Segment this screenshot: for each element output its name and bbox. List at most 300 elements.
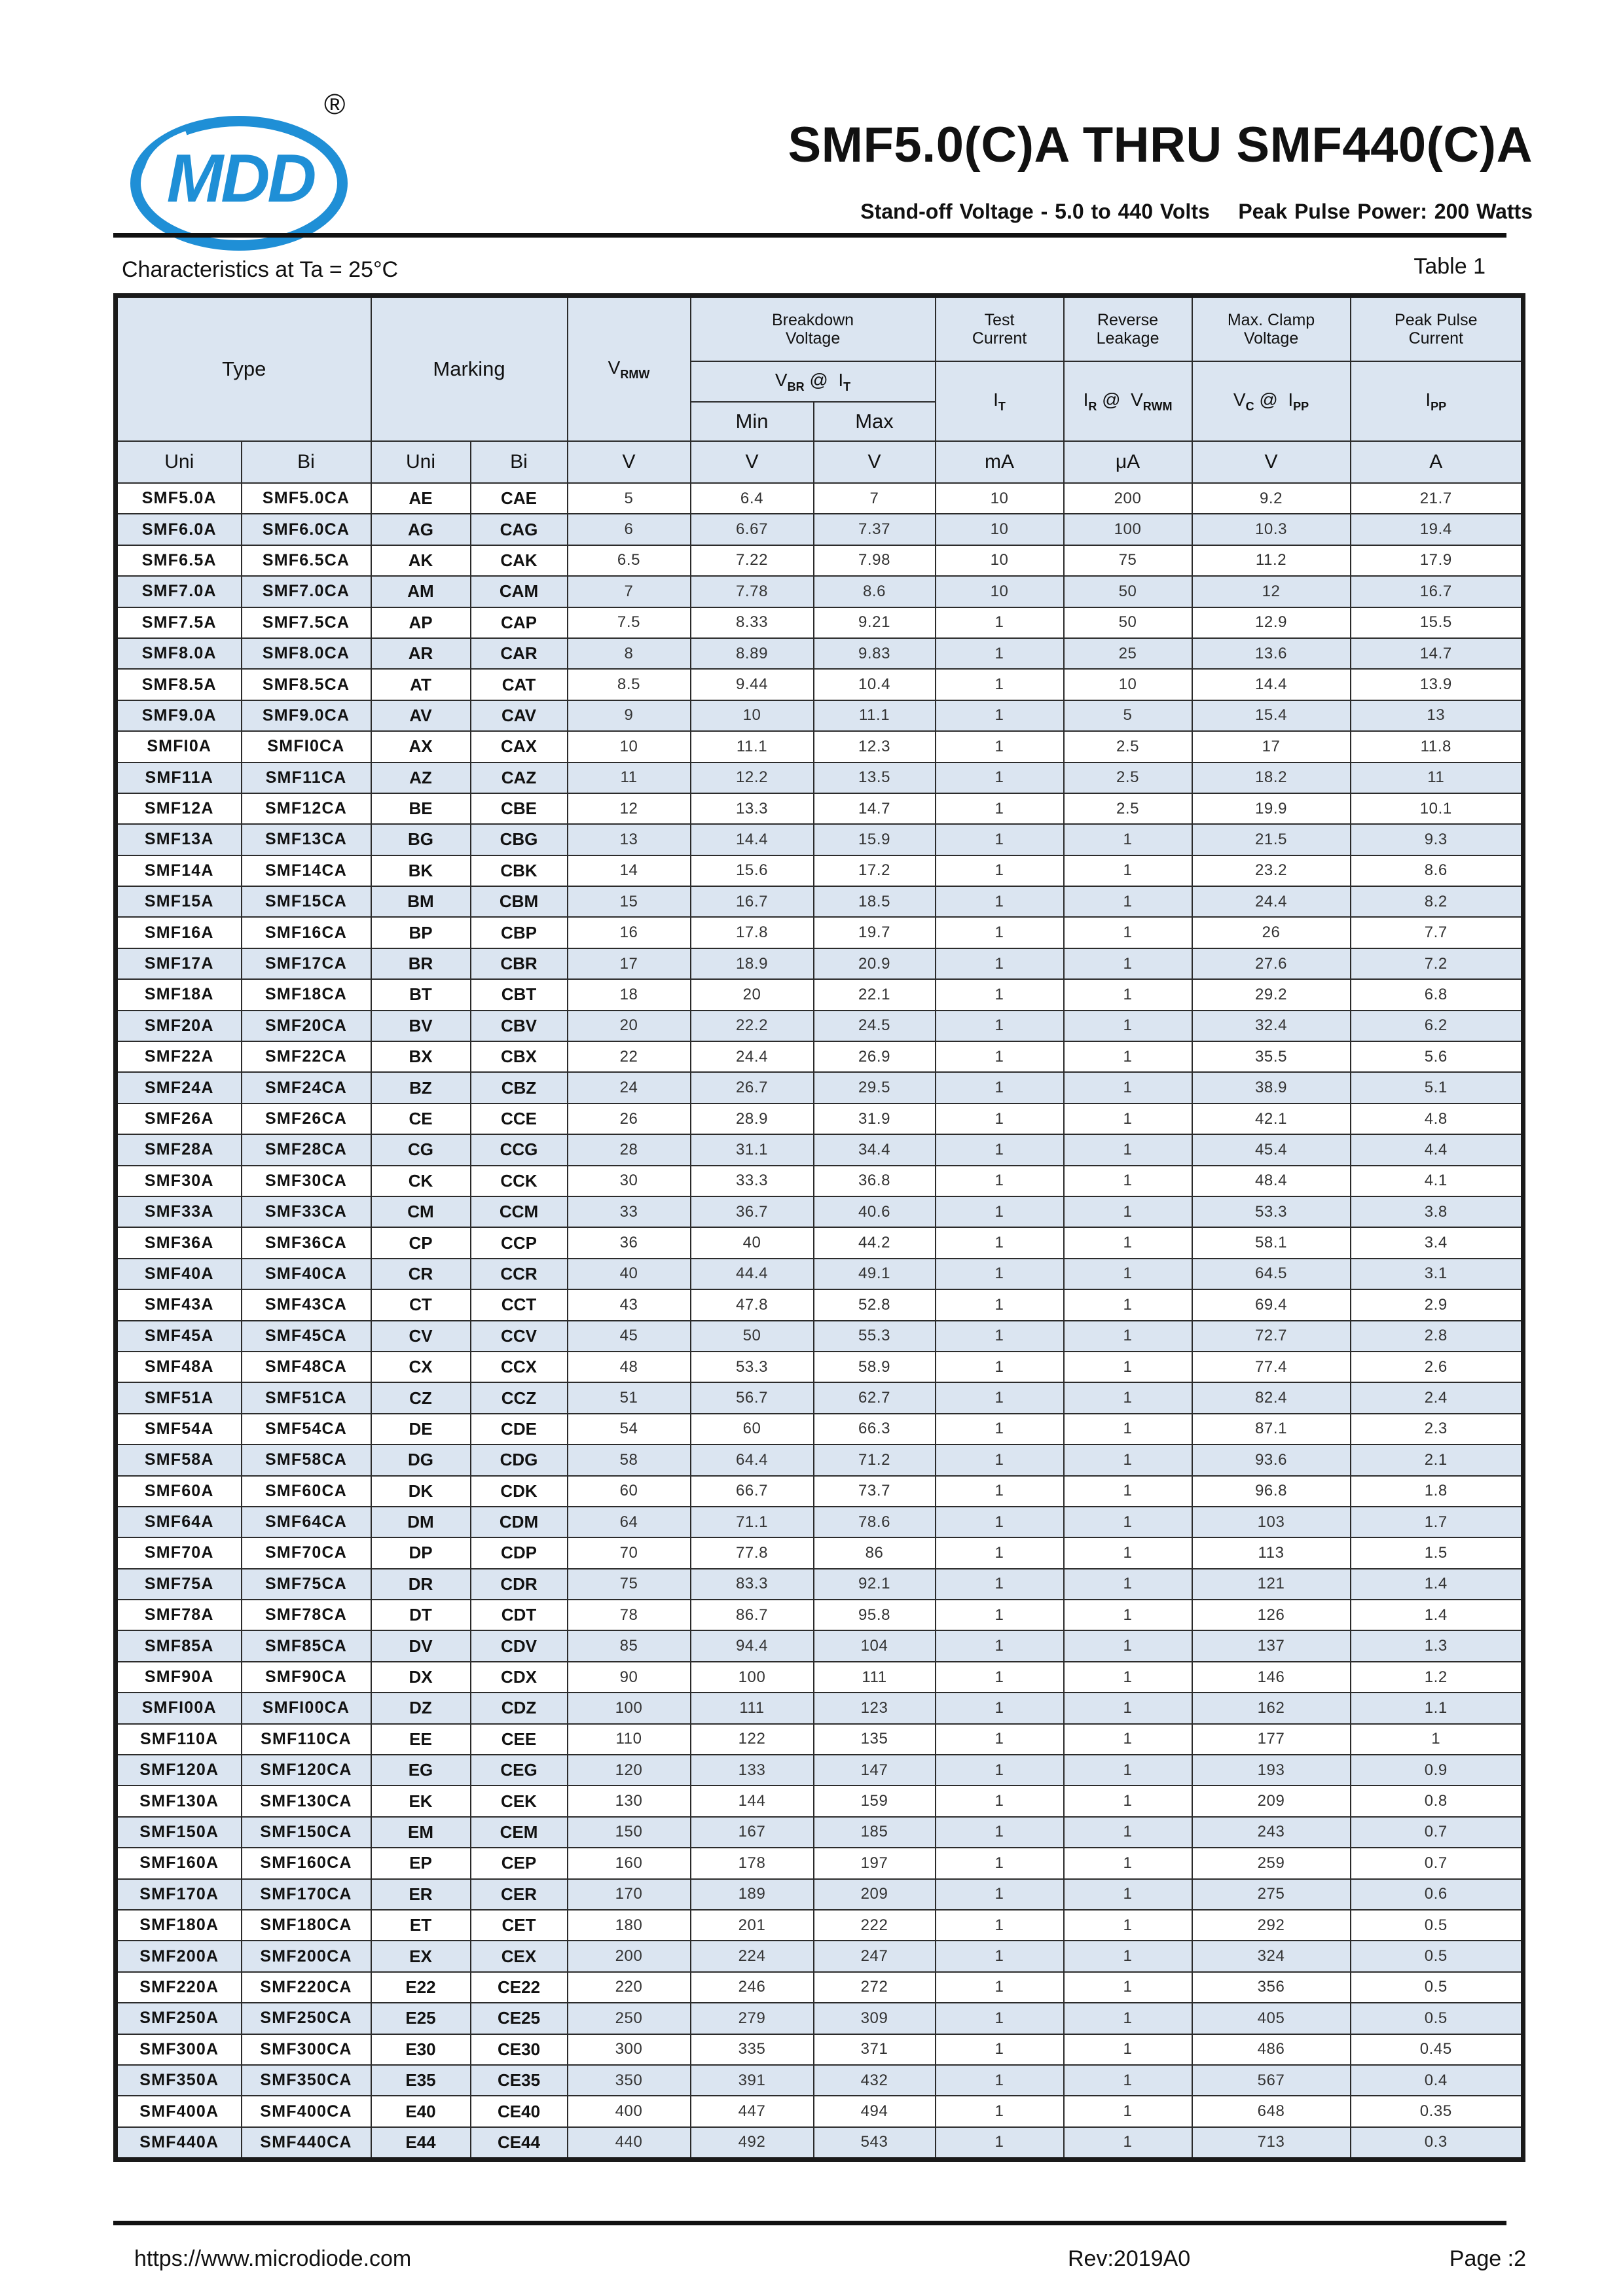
marking-bi: CCE (471, 1103, 568, 1134)
vbr-min: 279 (691, 2003, 814, 2034)
vrmw-value: 12 (568, 793, 691, 824)
vbr-max: 71.2 (814, 1444, 936, 1475)
marking-uni: CX (371, 1352, 471, 1382)
type-bi: SMF8.5CA (242, 669, 371, 700)
vc-value: 193 (1192, 1755, 1351, 1785)
marking-uni: CP (371, 1227, 471, 1258)
ipp-value: 17.9 (1351, 545, 1523, 576)
marking-uni: BM (371, 886, 471, 917)
ipp-value: 7.2 (1351, 948, 1523, 979)
type-uni: SMF7.5A (116, 607, 242, 638)
type-bi: SMF12CA (242, 793, 371, 824)
it-value: 1 (936, 1196, 1064, 1227)
marking-uni: AZ (371, 762, 471, 793)
marking-uni: EM (371, 1817, 471, 1848)
vc-value: 292 (1192, 1910, 1351, 1941)
ipp-value: 1.2 (1351, 1662, 1523, 1693)
type-uni: SMF40A (116, 1259, 242, 1289)
it-value: 1 (936, 1600, 1064, 1630)
ipp-value: 6.8 (1351, 979, 1523, 1010)
characteristics-table (113, 293, 1525, 2162)
marking-uni: CR (371, 1259, 471, 1289)
vbr-max: 104 (814, 1630, 936, 1661)
it-value: 1 (936, 1476, 1064, 1507)
ir-value: 2.5 (1064, 793, 1192, 824)
it-value: 1 (936, 1259, 1064, 1289)
ipp-value: 0.7 (1351, 1848, 1523, 1878)
ir-value: 1 (1064, 1507, 1192, 1537)
marking-uni: BV (371, 1011, 471, 1041)
vbr-max: 147 (814, 1755, 936, 1785)
type-header: Type (116, 296, 371, 442)
ir-value: 1 (1064, 1444, 1192, 1475)
marking-bi: CBX (471, 1041, 568, 1072)
vbr-min: 31.1 (691, 1134, 814, 1165)
vbr-min: 100 (691, 1662, 814, 1693)
table-row (116, 1569, 1523, 1600)
vbr-max: 247 (814, 1941, 936, 1971)
ir-value: 1 (1064, 824, 1192, 855)
vc-value: 14.4 (1192, 669, 1351, 700)
marking-uni: AV (371, 700, 471, 731)
it-value: 1 (936, 1910, 1064, 1941)
ir-value: 1 (1064, 1662, 1192, 1693)
type-bi: SMF220CA (242, 1972, 371, 2003)
ir-value: 1 (1064, 2127, 1192, 2160)
vbr-min: 133 (691, 1755, 814, 1785)
marking-bi: CDX (471, 1662, 568, 1693)
vc-at-ipp-header: $V_C$ @ $I_{PP}$ (1192, 361, 1351, 441)
it-value: 1 (936, 669, 1064, 700)
ir-at-vrwm-header: $I_R$ @ $V_{RWM}$ (1064, 361, 1192, 441)
vc-value: 567 (1192, 2065, 1351, 2096)
ipp-value: 7.7 (1351, 917, 1523, 948)
vrmw-value: 160 (568, 1848, 691, 1878)
ipp-value: 13 (1351, 700, 1523, 731)
page-title: SMF5.0(C)A THRU SMF440(C)A (788, 117, 1533, 173)
marking-bi: CCZ (471, 1382, 568, 1413)
vc-value: 146 (1192, 1662, 1351, 1693)
ir-value: 1 (1064, 1693, 1192, 1723)
marking-bi: CDP (471, 1537, 568, 1568)
vrmw-value: 36 (568, 1227, 691, 1258)
vrmw-value: 48 (568, 1352, 691, 1382)
type-bi: SMF33CA (242, 1196, 371, 1227)
type-bi: SMF58CA (242, 1444, 371, 1475)
vbr-max: 8.6 (814, 576, 936, 607)
marking-uni: AE (371, 483, 471, 514)
marking-uni: BP (371, 917, 471, 948)
type-bi: SMF43CA (242, 1289, 371, 1320)
vrmw-value: 40 (568, 1259, 691, 1289)
marking-bi: CET (471, 1910, 568, 1941)
vbr-max: 40.6 (814, 1196, 936, 1227)
vrmw-value: 90 (568, 1662, 691, 1693)
it-value: 1 (936, 917, 1064, 948)
it-value: 1 (936, 1785, 1064, 1816)
ir-value: 1 (1064, 1569, 1192, 1600)
it-value: 10 (936, 514, 1064, 545)
ipp-value: 19.4 (1351, 514, 1523, 545)
it-value: 10 (936, 545, 1064, 576)
type-uni: SMF8.5A (116, 669, 242, 700)
it-value: 1 (936, 1569, 1064, 1600)
vbr-min: 66.7 (691, 1476, 814, 1507)
type-bi: SMF400CA (242, 2096, 371, 2126)
vc-value: 713 (1192, 2127, 1351, 2160)
type-bi: SMFI0CA (242, 731, 371, 762)
unit-vrmw: V (568, 441, 691, 483)
table-row (116, 2065, 1523, 2096)
marking-bi: CDK (471, 1476, 568, 1507)
table-row (116, 731, 1523, 762)
marking-uni: E30 (371, 2034, 471, 2065)
it-value: 1 (936, 1444, 1064, 1475)
table-row (116, 638, 1523, 669)
vc-value: 113 (1192, 1537, 1351, 1568)
marking-bi: CBK (471, 855, 568, 886)
marking-uni: BZ (371, 1072, 471, 1103)
table-row (116, 2003, 1523, 2034)
table-row (116, 545, 1523, 576)
vbr-at-it-header: $V_{BR}$ @ $I_T$ (691, 361, 936, 402)
vrmw-value: 85 (568, 1630, 691, 1661)
type-uni: SMF11A (116, 762, 242, 793)
vrmw-value: 17 (568, 948, 691, 979)
type-bi: SMF110CA (242, 1724, 371, 1755)
vc-value: 58.1 (1192, 1227, 1351, 1258)
type-bi: SMF15CA (242, 886, 371, 917)
marking-bi: CEE (471, 1724, 568, 1755)
type-uni: SMF60A (116, 1476, 242, 1507)
marking-uni: DV (371, 1630, 471, 1661)
marking-uni: CE (371, 1103, 471, 1134)
vbr-min: 9.44 (691, 669, 814, 700)
marking-uni: DZ (371, 1693, 471, 1723)
vbr-max: 7.98 (814, 545, 936, 576)
vbr-min: 86.7 (691, 1600, 814, 1630)
ipp-value: 14.7 (1351, 638, 1523, 669)
table-row (116, 917, 1523, 948)
vrmw-value: 11 (568, 762, 691, 793)
vbr-min: 28.9 (691, 1103, 814, 1134)
marking-bi: CCX (471, 1352, 568, 1382)
vbr-min: 83.3 (691, 1569, 814, 1600)
marking-bi: CBZ (471, 1072, 568, 1103)
vc-value: 29.2 (1192, 979, 1351, 1010)
type-uni: SMF28A (116, 1134, 242, 1165)
it-value: 1 (936, 1507, 1064, 1537)
marking-uni: BK (371, 855, 471, 886)
vrmw-value: 110 (568, 1724, 691, 1755)
ir-value: 5 (1064, 700, 1192, 731)
it-value: 1 (936, 886, 1064, 917)
table-row (116, 1817, 1523, 1848)
vc-value: 35.5 (1192, 1041, 1351, 1072)
marking-bi: CAM (471, 576, 568, 607)
vc-value: 42.1 (1192, 1103, 1351, 1134)
ipp-value: 0.4 (1351, 2065, 1523, 2096)
ir-value: 1 (1064, 1848, 1192, 1878)
vbr-max: 78.6 (814, 1507, 936, 1537)
ir-value: 1 (1064, 1972, 1192, 2003)
type-uni: SMF18A (116, 979, 242, 1010)
marking-bi: CAR (471, 638, 568, 669)
breakdown-voltage-header: Breakdown Voltage (691, 296, 936, 362)
vrmw-value: 400 (568, 2096, 691, 2126)
type-uni: SMFI00A (116, 1693, 242, 1723)
ir-value: 1 (1064, 1785, 1192, 1816)
table-row (116, 2127, 1523, 2160)
ipp-header: $I_{PP}$ (1351, 361, 1523, 441)
vbr-max: 92.1 (814, 1569, 936, 1600)
vc-value: 48.4 (1192, 1166, 1351, 1196)
type-uni: SMF120A (116, 1755, 242, 1785)
type-uni: SMF78A (116, 1600, 242, 1630)
vc-value: 324 (1192, 1941, 1351, 1971)
vbr-min: 13.3 (691, 793, 814, 824)
type-bi: SMF350CA (242, 2065, 371, 2096)
vc-value: 275 (1192, 1879, 1351, 1910)
vbr-max: 66.3 (814, 1414, 936, 1444)
ir-value: 1 (1064, 1537, 1192, 1568)
vbr-min: 11.1 (691, 731, 814, 762)
ipp-value: 4.4 (1351, 1134, 1523, 1165)
type-bi: SMF24CA (242, 1072, 371, 1103)
vbr-max: 58.9 (814, 1352, 936, 1382)
ipp-value: 0.8 (1351, 1785, 1523, 1816)
vbr-min: 26.7 (691, 1072, 814, 1103)
vc-value: 96.8 (1192, 1476, 1351, 1507)
vbr-min: 94.4 (691, 1630, 814, 1661)
it-value: 1 (936, 1227, 1064, 1258)
table-row (116, 1196, 1523, 1227)
ir-value: 1 (1064, 1011, 1192, 1041)
type-uni: SMF440A (116, 2127, 242, 2160)
vbr-max: 9.83 (814, 638, 936, 669)
marking-uni: DT (371, 1600, 471, 1630)
ipp-value: 5.1 (1351, 1072, 1523, 1103)
marking-bi: CBV (471, 1011, 568, 1041)
marking-bi: CCM (471, 1196, 568, 1227)
vbr-max: 15.9 (814, 824, 936, 855)
vbr-min: 167 (691, 1817, 814, 1848)
marking-uni: EX (371, 1941, 471, 1971)
marking-uni: CG (371, 1134, 471, 1165)
vc-value: 243 (1192, 1817, 1351, 1848)
type-uni: SMF51A (116, 1382, 242, 1413)
vc-value: 18.2 (1192, 762, 1351, 793)
ipp-value: 1.3 (1351, 1630, 1523, 1661)
vbr-max: 9.21 (814, 607, 936, 638)
it-value: 1 (936, 2034, 1064, 2065)
type-bi: SMF78CA (242, 1600, 371, 1630)
table-row (116, 793, 1523, 824)
type-uni: SMF85A (116, 1630, 242, 1661)
vc-value: 356 (1192, 1972, 1351, 2003)
ir-value: 200 (1064, 483, 1192, 514)
vbr-max: 52.8 (814, 1289, 936, 1320)
vc-value: 77.4 (1192, 1352, 1351, 1382)
vbr-min: 6.4 (691, 483, 814, 514)
table-row (116, 824, 1523, 855)
vbr-min: 122 (691, 1724, 814, 1755)
ir-value: 1 (1064, 1630, 1192, 1661)
it-value: 1 (936, 1011, 1064, 1041)
vc-value: 19.9 (1192, 793, 1351, 824)
vc-value: 259 (1192, 1848, 1351, 1878)
vbr-max: 185 (814, 1817, 936, 1848)
vbr-min: 335 (691, 2034, 814, 2065)
marking-uni: E40 (371, 2096, 471, 2126)
vc-value: 486 (1192, 2034, 1351, 2065)
marking-uni: CK (371, 1166, 471, 1196)
ir-value: 1 (1064, 1724, 1192, 1755)
vrmw-value: 300 (568, 2034, 691, 2065)
ipp-value: 0.5 (1351, 1941, 1523, 1971)
ir-value: 1 (1064, 1227, 1192, 1258)
vc-value: 405 (1192, 2003, 1351, 2034)
vbr-max: 209 (814, 1879, 936, 1910)
vc-value: 17 (1192, 731, 1351, 762)
vrmw-value: 180 (568, 1910, 691, 1941)
marking-uni: EG (371, 1755, 471, 1785)
ipp-value: 2.8 (1351, 1321, 1523, 1352)
vbr-max: 95.8 (814, 1600, 936, 1630)
vbr-min: 15.6 (691, 855, 814, 886)
ir-value: 1 (1064, 2034, 1192, 2065)
it-value: 1 (936, 1817, 1064, 1848)
table-row (116, 1910, 1523, 1941)
table-row (116, 1166, 1523, 1196)
type-uni: SMF5.0A (116, 483, 242, 514)
vbr-min: 60 (691, 1414, 814, 1444)
marking-uni: CZ (371, 1382, 471, 1413)
type-uni: SMF130A (116, 1785, 242, 1816)
type-uni: SMF9.0A (116, 700, 242, 731)
type-uni: SMF13A (116, 824, 242, 855)
marking-bi: CEG (471, 1755, 568, 1785)
vbr-min: 64.4 (691, 1444, 814, 1475)
ir-value: 1 (1064, 2003, 1192, 2034)
type-uni: SMF14A (116, 855, 242, 886)
marking-uni: AM (371, 576, 471, 607)
vc-value: 26 (1192, 917, 1351, 948)
vbr-max: 371 (814, 2034, 936, 2065)
it-value: 1 (936, 1352, 1064, 1382)
vrmw-value: 20 (568, 1011, 691, 1041)
table-row (116, 1755, 1523, 1785)
it-value: 1 (936, 2096, 1064, 2126)
marking-bi: CEX (471, 1941, 568, 1971)
type-uni: SMF43A (116, 1289, 242, 1320)
table-row (116, 1382, 1523, 1413)
vrmw-value: 130 (568, 1785, 691, 1816)
ipp-value: 4.8 (1351, 1103, 1523, 1134)
vc-value: 121 (1192, 1569, 1351, 1600)
ir-value: 1 (1064, 1352, 1192, 1382)
it-value: 1 (936, 1879, 1064, 1910)
it-value: 1 (936, 1941, 1064, 1971)
ipp-value: 6.2 (1351, 1011, 1523, 1041)
ipp-value: 1 (1351, 1724, 1523, 1755)
type-uni: SMF300A (116, 2034, 242, 2065)
it-value: 1 (936, 731, 1064, 762)
marking-bi: CDT (471, 1600, 568, 1630)
table-row (116, 1476, 1523, 1507)
type-uni: SMF36A (116, 1227, 242, 1258)
vbr-min: 17.8 (691, 917, 814, 948)
marking-uni: AK (371, 545, 471, 576)
type-bi: SMF8.0CA (242, 638, 371, 669)
marking-bi: CE25 (471, 2003, 568, 2034)
table-row (116, 886, 1523, 917)
vbr-min: 7.22 (691, 545, 814, 576)
ir-value: 1 (1064, 1103, 1192, 1134)
vbr-min: 20 (691, 979, 814, 1010)
type-uni: SMF220A (116, 1972, 242, 2003)
vrmw-value: 18 (568, 979, 691, 1010)
vbr-min: 71.1 (691, 1507, 814, 1537)
vbr-max: 73.7 (814, 1476, 936, 1507)
vrmw-value: 170 (568, 1879, 691, 1910)
type-uni: SMF350A (116, 2065, 242, 2096)
type-bi: SMF130CA (242, 1785, 371, 1816)
it-value: 1 (936, 793, 1064, 824)
vrmw-value: 16 (568, 917, 691, 948)
marking-bi: CAP (471, 607, 568, 638)
ir-value: 25 (1064, 638, 1192, 669)
type-uni: SMF90A (116, 1662, 242, 1693)
vbr-max: 7 (814, 483, 936, 514)
vbr-min: 8.33 (691, 607, 814, 638)
vbr-max: 222 (814, 1910, 936, 1941)
ir-value: 1 (1064, 886, 1192, 917)
table-row (116, 1289, 1523, 1320)
type-bi: SMF120CA (242, 1755, 371, 1785)
ir-value: 1 (1064, 1041, 1192, 1072)
vrmw-value: 43 (568, 1289, 691, 1320)
vbr-min: 178 (691, 1848, 814, 1878)
type-uni: SMF33A (116, 1196, 242, 1227)
vrmw-value: 45 (568, 1321, 691, 1352)
table-row (116, 1630, 1523, 1661)
marking-bi: CBT (471, 979, 568, 1010)
footer-url[interactable]: https://www.microdiode.com (134, 2246, 412, 2271)
ipp-value: 3.1 (1351, 1259, 1523, 1289)
vbr-max: 159 (814, 1785, 936, 1816)
marking-uni: DM (371, 1507, 471, 1537)
vc-value: 38.9 (1192, 1072, 1351, 1103)
vc-value: 103 (1192, 1507, 1351, 1537)
it-value: 1 (936, 1724, 1064, 1755)
vbr-min: 144 (691, 1785, 814, 1816)
marking-uni: DK (371, 1476, 471, 1507)
vbr-min: 44.4 (691, 1259, 814, 1289)
ipp-value: 11 (1351, 762, 1523, 793)
vrmw-value: 22 (568, 1041, 691, 1072)
vbr-min: 24.4 (691, 1041, 814, 1072)
vrmw-value: 350 (568, 2065, 691, 2096)
vrmw-value: 7 (568, 576, 691, 607)
vbr-max: 24.5 (814, 1011, 936, 1041)
type-uni: SMF20A (116, 1011, 242, 1041)
marking-uni: E25 (371, 2003, 471, 2034)
table-row (116, 1848, 1523, 1878)
header-divider (113, 233, 1506, 238)
table-label: Table 1 (1413, 254, 1486, 279)
marking-uni: ER (371, 1879, 471, 1910)
